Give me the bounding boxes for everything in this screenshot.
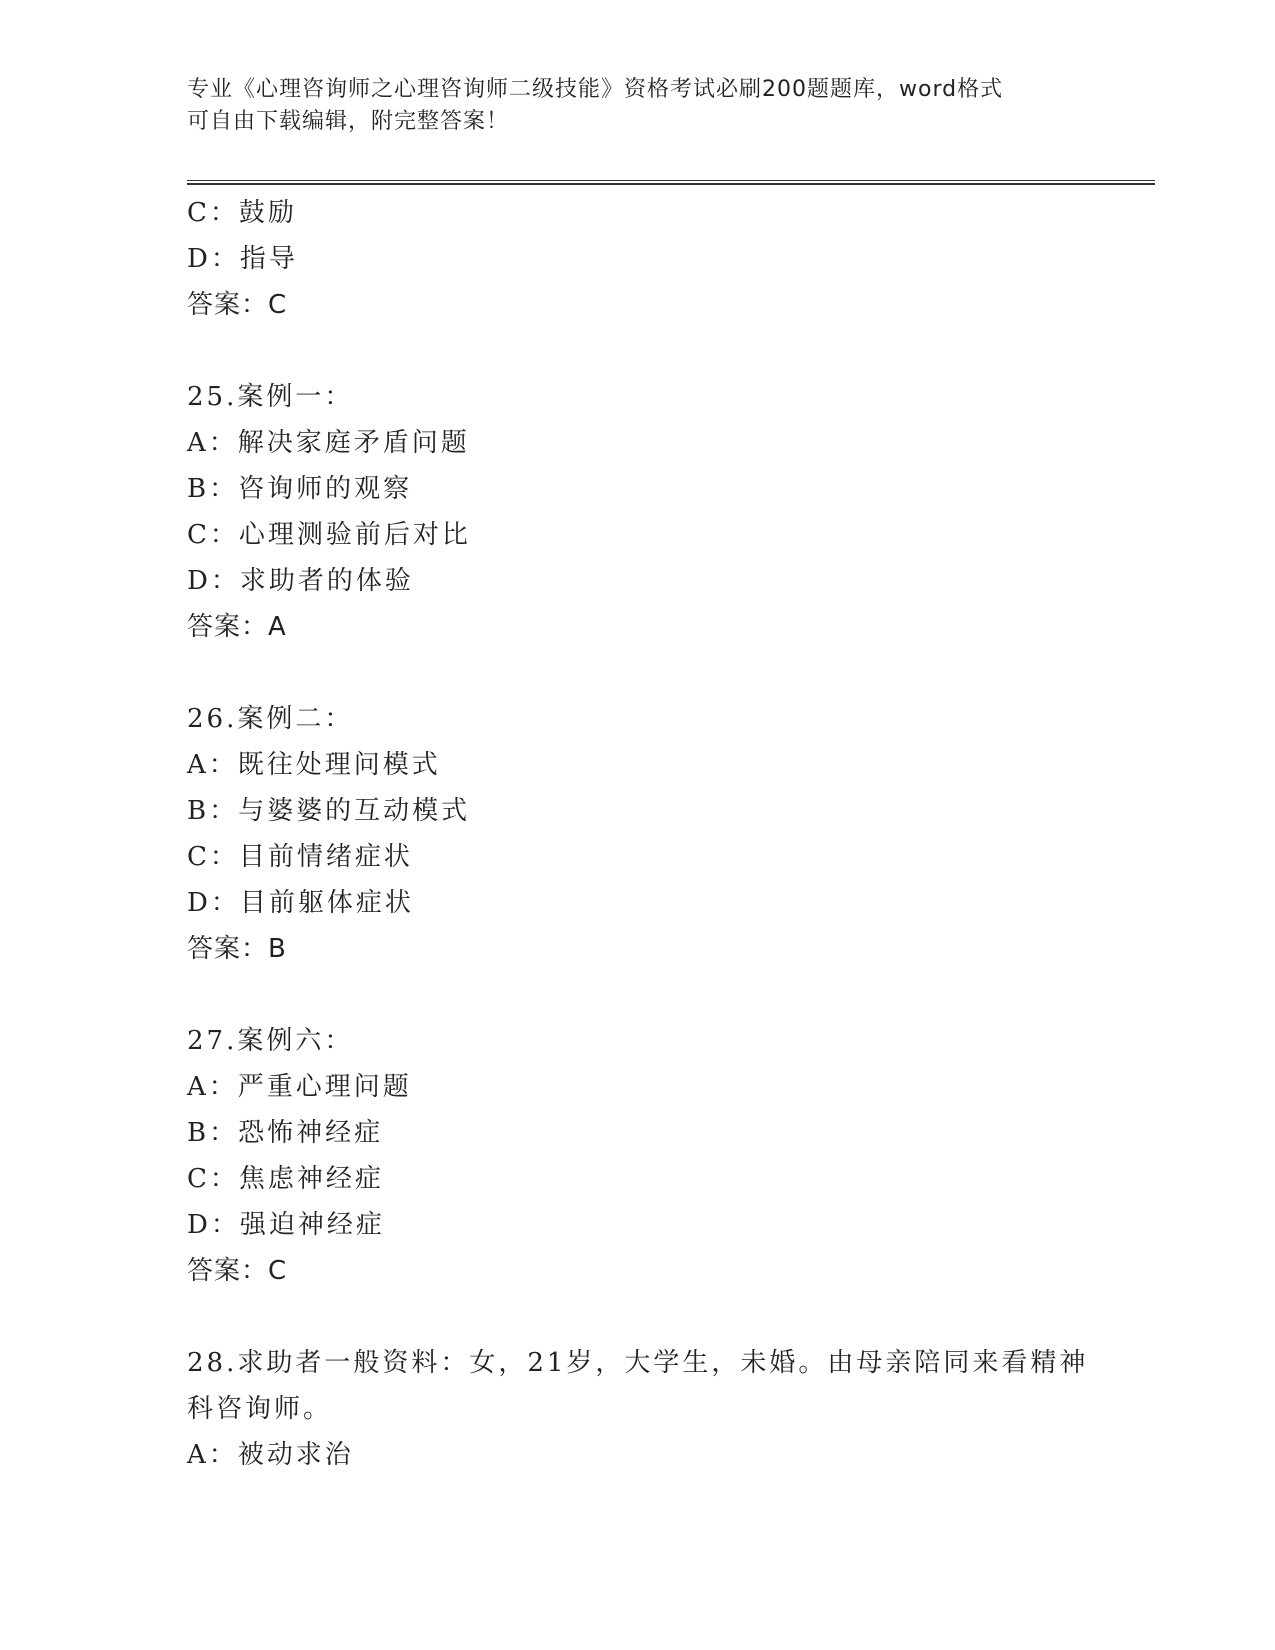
option-a: A：既往处理问模式 xyxy=(187,750,441,780)
option-c: C：焦虑神经症 xyxy=(187,1164,384,1194)
option-a: A：解决家庭矛盾问题 xyxy=(187,428,470,458)
answer-label: 答案：C xyxy=(187,290,288,320)
answer-label: 答案：C xyxy=(187,1256,288,1286)
question-stem: 26.案例二： xyxy=(187,704,354,734)
option-c: C：目前情绪症状 xyxy=(187,842,413,872)
header-line-2: 可自由下载编辑，附完整答案！ xyxy=(187,109,510,134)
question-stem-line-2: 科咨询师。 xyxy=(187,1394,333,1424)
option-a: A：被动求治 xyxy=(187,1440,354,1470)
option-b: B：与婆婆的互动模式 xyxy=(187,796,471,826)
header-divider-thick xyxy=(187,183,1155,185)
option-c: C：心理测验前后对比 xyxy=(187,520,471,550)
option-d: D：目前躯体症状 xyxy=(187,888,414,918)
spacer xyxy=(187,650,1127,696)
option-d: D：强迫神经症 xyxy=(187,1210,385,1240)
document-header xyxy=(187,74,1087,138)
answer-label: 答案：B xyxy=(187,934,287,964)
question-list xyxy=(187,190,1127,1478)
question-stem: 25.案例一： xyxy=(187,382,354,412)
option-c: C：鼓励 xyxy=(187,198,297,228)
question-stem: 27.案例六： xyxy=(187,1026,354,1056)
spacer xyxy=(187,328,1127,374)
header-line-1: 专业《心理咨询师之心理咨询师二级技能》资格考试必刷200题题库，word格式 xyxy=(187,77,1004,102)
option-d: D：指导 xyxy=(187,244,298,274)
spacer xyxy=(187,1294,1127,1340)
option-d: D：求助者的体验 xyxy=(187,566,414,596)
spacer xyxy=(187,972,1127,1018)
question-stem-line-1: 28.求助者一般资料：女，21岁，大学生，未婚。由母亲陪同来看精神 xyxy=(187,1348,1089,1378)
option-b: B：咨询师的观察 xyxy=(187,474,413,504)
option-b: B：恐怖神经症 xyxy=(187,1118,384,1148)
answer-label: 答案：A xyxy=(187,612,287,642)
option-a: A：严重心理问题 xyxy=(187,1072,412,1102)
header-divider-thin xyxy=(187,180,1155,181)
